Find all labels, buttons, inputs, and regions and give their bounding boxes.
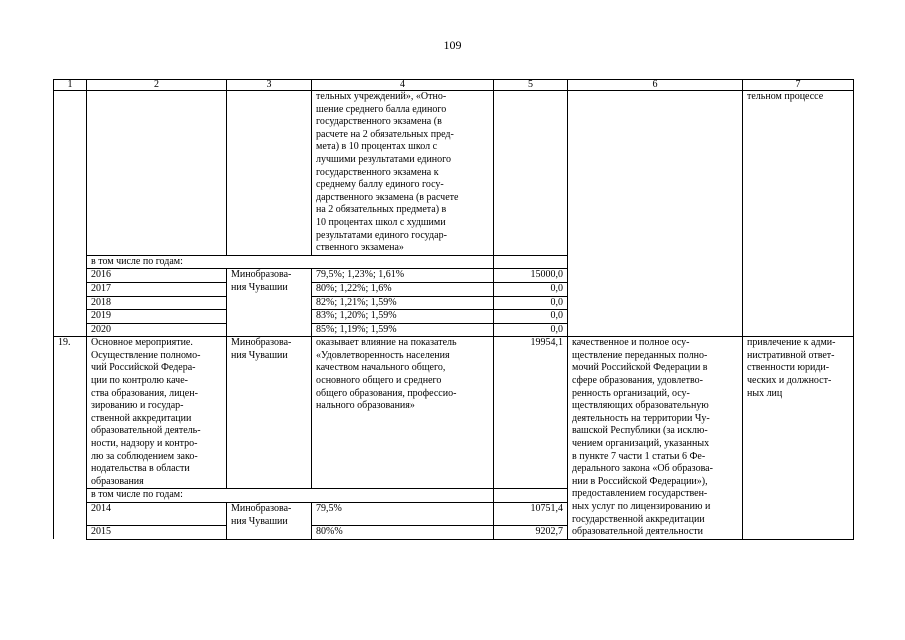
activity-19-row (54, 337, 854, 489)
year-amount-cell: 9202,7 (494, 526, 568, 540)
year-cell: 2014 (87, 503, 227, 526)
indicator-text-cell: оказывает влияние на показатель «Удовлетворенность населения качеством начального общего, основного общего и среднего общего образования, профессио- нального образования» (312, 337, 494, 489)
indicator-text-cell: тельных учреждений», «Отно- шение среднего балла единого государственного экзамена (в расчете на 2 обязательных пред- мета) в 10 процентах школ с лучшими результатами единого государственного экзамена к среднему баллу единого госу- дарственного экзамена (в расчете на 2 обязательных предмета) в 10 процентах школ с худшими результатами единого государ- ственного экзамена» (312, 91, 494, 256)
column-header: 4 (312, 80, 494, 91)
number-cell (54, 91, 87, 337)
years-label: в том числе по годам: (87, 489, 494, 503)
amount-cell (494, 91, 568, 256)
year-indicator-cell: 82%; 1,21%; 1,59% (312, 296, 494, 310)
year-amount-cell: 0,0 (494, 282, 568, 296)
amount-cell (494, 255, 568, 269)
year-cell: 2018 (87, 296, 227, 310)
column-header: 7 (743, 80, 854, 91)
executor-cell (227, 91, 312, 256)
year-indicator-cell: 80%; 1,22%; 1,6% (312, 282, 494, 296)
page-number: 109 (443, 38, 462, 52)
activity-name-cell (87, 91, 227, 256)
column-number-row (54, 80, 854, 91)
year-cell: 2017 (87, 282, 227, 296)
year-amount-cell: 15000,0 (494, 269, 568, 283)
year-cell: 2019 (87, 310, 227, 324)
year-executor-cell: Минобразова- ния Чувашии (227, 269, 312, 337)
amount-cell (494, 489, 568, 503)
number-cell: 19. (54, 337, 87, 540)
executor-cell: Минобразова- ния Чувашии (227, 337, 312, 489)
year-amount-cell: 0,0 (494, 296, 568, 310)
column-header: 2 (87, 80, 227, 91)
continued-activity-row (54, 91, 854, 256)
risk-cell: привлечение к адми- нистративной ответ- ственности юриди- ческих и должност- ных лиц (743, 337, 854, 540)
column-header: 1 (54, 80, 87, 91)
year-cell: 2016 (87, 269, 227, 283)
year-amount-cell: 10751,4 (494, 503, 568, 526)
amount-cell: 19954,1 (494, 337, 568, 489)
year-indicator-cell: 79,5% (312, 503, 494, 526)
column-header: 3 (227, 80, 312, 91)
year-executor-cell: Минобразова- ния Чувашии (227, 503, 312, 540)
year-indicator-cell: 80%% (312, 526, 494, 540)
year-cell: 2015 (87, 526, 227, 540)
column-header: 6 (568, 80, 743, 91)
year-amount-cell: 0,0 (494, 310, 568, 324)
program-table (53, 79, 854, 540)
year-amount-cell: 0,0 (494, 323, 568, 337)
year-indicator-cell: 83%; 1,20%; 1,59% (312, 310, 494, 324)
year-cell: 2020 (87, 323, 227, 337)
years-label: в том числе по годам: (87, 255, 494, 269)
column-header: 5 (494, 80, 568, 91)
result-cell (568, 91, 743, 337)
result-cell: качественное и полное осу- ществление переданных полно- мочий Российской Федерации в сфере образования, удовлетво- ренность организаций, осу- ществляющих образовательную деятельность на территории Чу- вашской Республики (за исклю- чением организаций, указанных в пункте 7 части 1 статьи 6 Фе- дерального закона «Об образова- нии в Российской Федерации»), предоставлением государствен- ных услуг по лицензированию и государственной аккредитации образовательной деятельности (568, 337, 743, 540)
year-indicator-cell: 79,5%; 1,23%; 1,61% (312, 269, 494, 283)
activity-name-cell: Основное мероприятие. Осуществление полномо- чий Российской Федера- ции по контролю каче- ства образования, лицен- зированию и государ- ственной аккредитации образовательной деятель- ности, надзору и контро- лю за соблюдением зако- нодательства в области образования (87, 337, 227, 489)
year-indicator-cell: 85%; 1,19%; 1,59% (312, 323, 494, 337)
risk-cell: тельном процессе (743, 91, 854, 337)
